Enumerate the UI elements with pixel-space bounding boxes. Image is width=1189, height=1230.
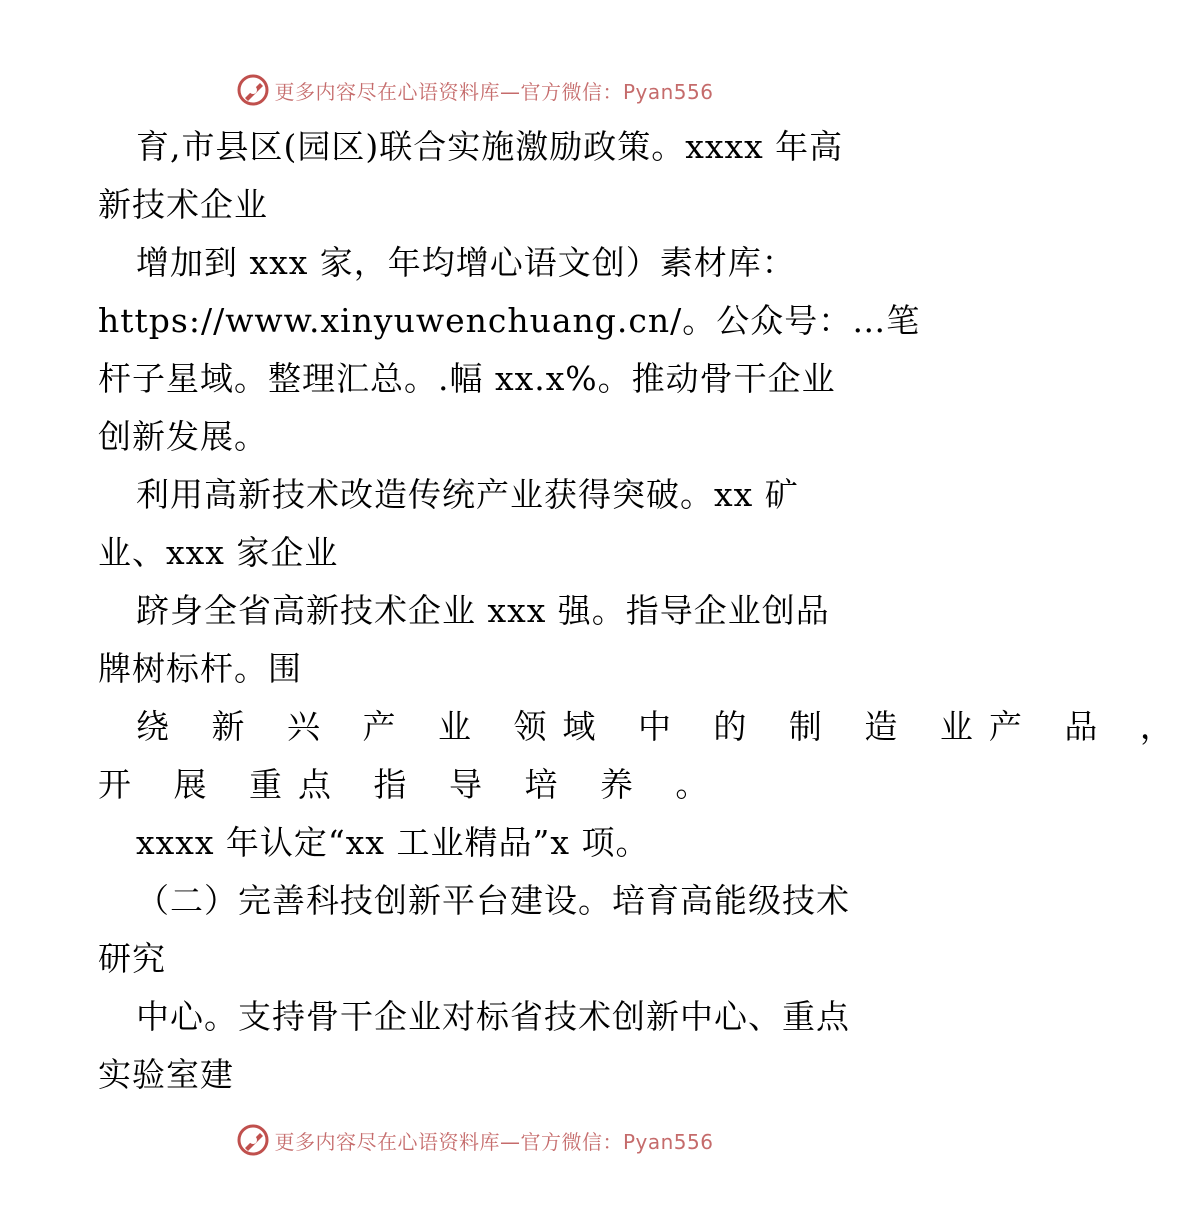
text-line: 牌树标杆。围 (98, 649, 302, 688)
text-line: 创新发展。 (98, 417, 268, 456)
document-body (98, 118, 1189, 1104)
text-line: 跻身全省高新技术企业 xxx 强。指导企业创品 (136, 591, 830, 630)
text-line: https://www.xinyuwenchuang.cn/。公众号：…笔 (98, 301, 921, 340)
text-line: 新技术企业 (98, 185, 268, 224)
watermark-text: 更多内容尽在心语资料库—官方微信：Pyan556 (274, 1129, 714, 1154)
text-line: 绕 新 兴 产 业 领域 中 的 制 造 业产 品 ， (136, 707, 1189, 746)
text-line: 杆子星域。整理汇总。.幅 xx.x%。推动骨干企业 (98, 359, 836, 398)
text-line: （二）完善科技创新平台建设。培育高能级技术 (136, 881, 850, 920)
text-line: 开 展 重点 指 导 培 养 。 (98, 765, 725, 804)
pen-logo-icon (236, 1123, 270, 1157)
pen-logo-icon (236, 73, 270, 107)
text-line: 育,市县区(园区)联合实施激励政策。xxxx 年高 (136, 127, 844, 166)
header-watermark (0, 70, 950, 110)
text-line: 中心。支持骨干企业对标省技术创新中心、重点 (136, 997, 850, 1036)
footer-watermark (0, 1120, 950, 1160)
text-line: 利用高新技术改造传统产业获得突破。xx 矿 (136, 475, 799, 514)
text-line: 实验室建 (98, 1055, 234, 1094)
text-line: 业、xxx 家企业 (98, 533, 339, 572)
text-line: 研究 (98, 939, 166, 978)
text-line: 增加到 xxx 家，年均增心语文创）素材库： (136, 243, 796, 282)
watermark-text: 更多内容尽在心语资料库—官方微信：Pyan556 (274, 79, 714, 104)
text-line: xxxx 年认定“xx 工业精品”x 项。 (136, 823, 650, 862)
